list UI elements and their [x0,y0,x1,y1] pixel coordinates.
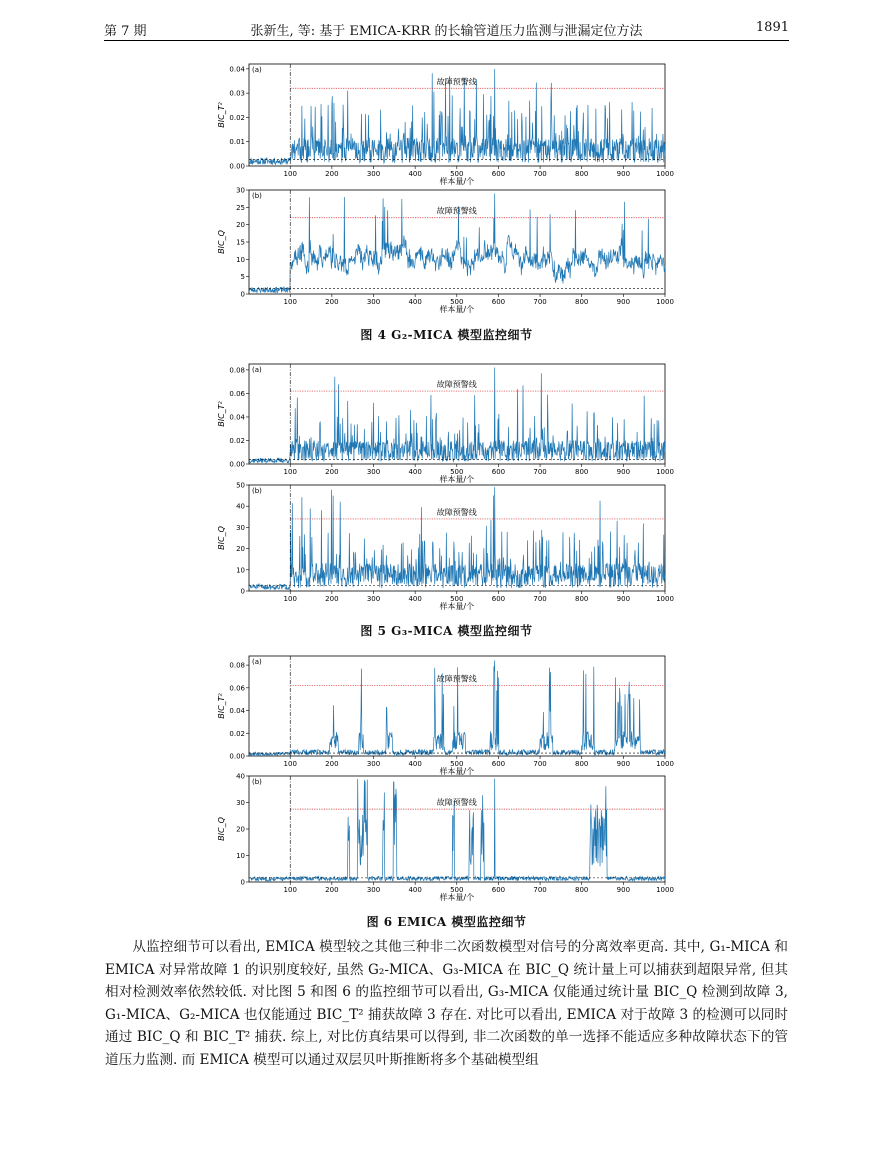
x-tick-label: 700 [533,886,547,894]
y-tick-label: 0.02 [229,729,245,738]
y-tick-label: 15 [236,238,245,247]
x-tick-label: 1000 [656,595,674,603]
x-tick-label: 300 [366,760,381,768]
x-tick-label: 900 [616,468,631,476]
x-tick-label: 300 [366,595,381,603]
figure-5-caption: 图 5 G₃-MICA 模型监控细节 [360,624,533,638]
y-tick-label: 30 [236,186,245,195]
figure-6-caption: 图 6 EMICA 模型监控细节 [366,915,527,929]
y-tick-label: 0.08 [229,366,245,375]
x-tick-label: 700 [533,595,547,603]
x-tick-label: 400 [408,298,422,306]
x-tick-label: 1000 [656,760,674,768]
x-tick-label: 900 [616,886,631,894]
series-line [249,779,665,881]
x-tick-label: 400 [408,760,422,768]
figure-4b [200,184,680,314]
y-tick-label: 0.06 [229,389,245,398]
panel-tag: (a) [252,658,262,666]
figure-5a [200,358,680,484]
alarm-label: 故障预警线 [436,380,477,390]
y-tick-label: 0.08 [229,661,245,670]
x-tick-label: 800 [575,468,589,476]
alarm-label: 故障预警线 [436,206,477,216]
x-tick-label: 1000 [656,170,674,178]
x-tick-label: 800 [575,760,589,768]
x-tick-label: 600 [491,298,506,306]
y-tick-label: 20 [236,545,245,554]
x-tick-label: 400 [408,886,422,894]
y-tick-label: 10 [236,852,245,860]
alarm-label: 故障预警线 [436,674,477,684]
y-tick-label: 0.01 [229,138,245,147]
x-tick-label: 300 [366,468,381,476]
y-tick-label: 40 [236,502,245,511]
journal-issue: 第 7 期 [104,24,147,39]
x-tick-label: 100 [283,170,297,178]
running-title: 张新生, 等: 基于 EMICA-KRR 的长输管道压力监测与泄漏定位方法 [250,24,643,39]
panel-tag: (a) [252,366,262,374]
figure-6b [200,770,680,902]
x-tick-label: 700 [533,468,547,476]
x-tick-label: 800 [575,595,589,603]
x-tick-label: 400 [408,170,422,178]
x-tick-label: 700 [533,170,547,178]
x-tick-label: 200 [325,468,339,476]
x-tick-label: 100 [283,760,297,768]
y-tick-label: 40 [236,772,245,781]
series-line [249,487,665,590]
y-tick-label: 30 [236,523,245,532]
y-axis-label: BIC_Q [217,817,226,841]
x-axis-label: 样本量/个 [439,602,475,611]
y-tick-label: 0.04 [229,65,245,74]
figure-6a [200,650,680,776]
x-tick-label: 200 [325,170,339,178]
x-tick-label: 200 [325,595,339,603]
y-tick-label: 0.06 [229,684,245,693]
y-tick-label: 0.02 [229,113,245,122]
page-number: 1891 [755,20,789,35]
x-tick-label: 500 [450,760,464,768]
y-axis-label: BIC_T² [217,401,226,427]
x-tick-label: 700 [533,760,547,768]
y-tick-label: 50 [236,481,245,490]
x-tick-label: 900 [616,170,631,178]
x-axis-label: 样本量/个 [439,767,475,776]
y-tick-label: 20 [236,825,245,834]
x-axis-label: 样本量/个 [439,893,475,902]
panel-tag: (b) [252,487,262,495]
x-tick-label: 400 [408,468,422,476]
x-tick-label: 500 [450,886,464,894]
paragraph-text: 从监控细节可以看出, EMICA 模型较之其他三种非二次函数模型对信号的分离效率更高. 其中, G₁-MICA 和 EMICA 对异常故障 1 的识别度较好, 虽然 G₂-MICA、G₃-MICA 在 BIC_Q 统计量上可以捕获到超限异常, 但其相对检测效率依然较低. 对比图 5 和图 6 的监控细节可以看出, G₃-MICA 仅能通过统计量 BIC_Q 检测到故障 3, G₁-MICA、G₂-MICA 也仅能通过 BIC_T² 捕获故障 3 存在. 对比可以看出, EMICA 对于故障 3 的检测可以同时通过 BIC_Q 和 BIC_T² 捕获. 综上, 对比仿真结果可以得到, 非二次函数的单一选择不能适应多种故障状态下的管道压力监测. 而 EMICA 模型可以通过双层贝叶斯推断将多个基础模型组 [105,939,788,1068]
panel-tag: (b) [252,192,262,200]
y-tick-label: 0.00 [229,162,245,171]
x-tick-label: 200 [325,886,339,894]
x-tick-label: 1000 [656,468,674,476]
x-tick-label: 600 [491,886,506,894]
y-axis-label: BIC_T² [217,102,226,128]
y-tick-label: 10 [236,566,245,575]
alarm-label: 故障预警线 [436,507,477,517]
x-tick-label: 800 [575,170,589,178]
y-axis-label: BIC_Q [217,526,226,550]
body-paragraph [105,936,788,1071]
x-axis-label: 样本量/个 [439,177,475,186]
y-tick-label: 0.04 [229,413,245,422]
y-axis-label: BIC_Q [217,230,226,254]
y-tick-label: 5 [240,273,245,282]
figure-4-caption: 图 4 G₂-MICA 模型监控细节 [360,328,533,342]
x-tick-label: 500 [450,170,464,178]
x-tick-label: 900 [616,760,631,768]
panel-tag: (b) [252,778,262,786]
x-tick-label: 500 [450,298,464,306]
x-tick-label: 300 [366,170,381,178]
y-tick-label: 0 [240,290,245,299]
y-tick-label: 0.03 [229,89,245,98]
x-tick-label: 400 [408,595,422,603]
panel-tag: (a) [252,66,262,74]
x-tick-label: 600 [491,170,506,178]
x-tick-label: 300 [366,298,381,306]
x-tick-label: 100 [283,298,297,306]
x-tick-label: 800 [575,298,589,306]
x-tick-label: 600 [491,468,506,476]
x-tick-label: 100 [283,595,297,603]
y-tick-label: 0.00 [229,460,245,469]
y-tick-label: 0.02 [229,436,245,445]
figure-5b [200,479,680,611]
y-tick-label: 30 [236,799,245,807]
x-tick-label: 800 [575,886,589,894]
x-tick-label: 900 [616,595,631,603]
plot-frame [249,485,665,591]
x-axis-label: 样本量/个 [439,475,475,484]
x-tick-label: 200 [325,760,339,768]
x-tick-label: 1000 [656,886,674,894]
x-tick-label: 500 [450,468,464,476]
y-tick-label: 0.00 [229,752,245,761]
y-tick-label: 10 [236,255,245,264]
alarm-label: 故障预警线 [436,77,477,87]
x-tick-label: 300 [366,886,381,894]
alarm-label: 故障预警线 [436,798,477,808]
x-tick-label: 500 [450,595,464,603]
x-tick-label: 100 [283,468,297,476]
figure-4a [200,58,680,186]
x-tick-label: 600 [491,760,506,768]
x-tick-label: 100 [283,886,297,894]
x-axis-label: 样本量/个 [439,305,475,314]
y-tick-label: 20 [236,221,245,230]
y-axis-label: BIC_T² [217,693,226,719]
y-tick-label: 0.04 [229,707,245,716]
y-tick-label: 0 [240,878,245,887]
y-tick-label: 25 [236,203,245,212]
x-tick-label: 700 [533,298,547,306]
x-tick-label: 600 [491,595,506,603]
page-header [104,20,789,41]
x-tick-label: 1000 [656,298,674,306]
x-tick-label: 900 [616,298,631,306]
y-tick-label: 0 [240,587,245,596]
x-tick-label: 200 [325,298,339,306]
